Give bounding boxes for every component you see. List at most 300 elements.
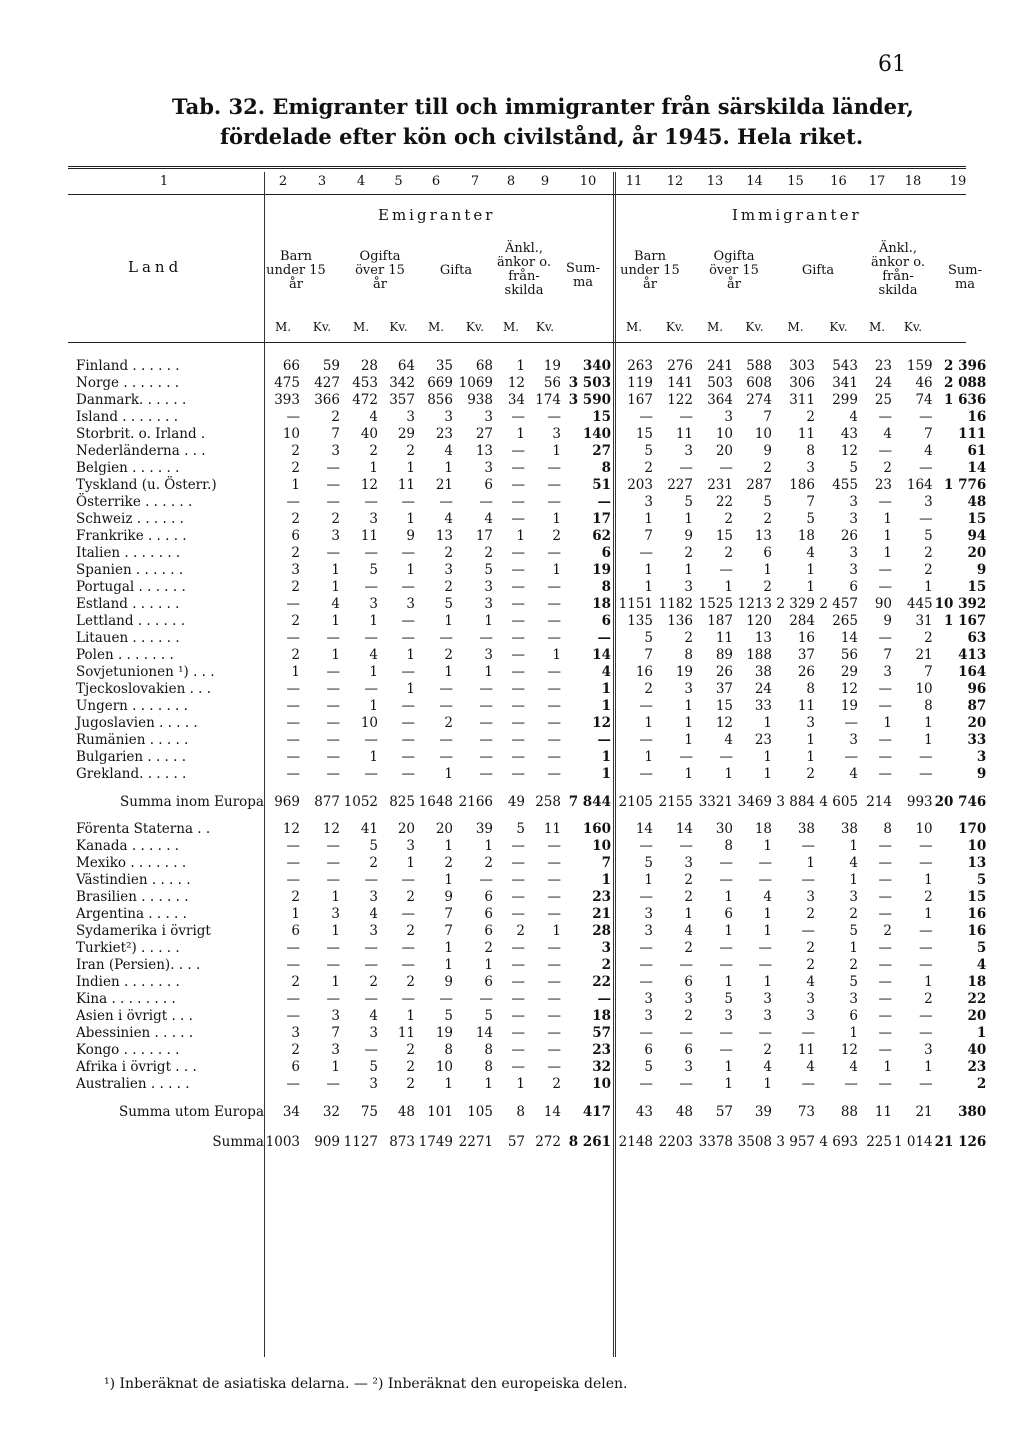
cell-value: 3 [806, 889, 815, 905]
cell-value: — [326, 494, 340, 510]
cell-value: 1 [484, 664, 493, 680]
cell-value: 1 [763, 906, 772, 922]
cell-value: — [511, 443, 525, 459]
cell-value: 1 [763, 923, 772, 939]
cell-value: — [919, 460, 933, 476]
cell-value: 3 [369, 1076, 378, 1092]
cell-value: — [639, 698, 653, 714]
cell-value: 10 [754, 426, 772, 442]
country-label: Kina . . . . . . . . [76, 991, 176, 1007]
cell-value: 1 [924, 906, 933, 922]
cell-value: 5 [484, 562, 493, 578]
cell-value: — [547, 545, 561, 561]
cell-value: 6 [484, 906, 493, 922]
cell-value: 306 [789, 375, 815, 391]
cell-value: 23 [592, 1042, 611, 1058]
cell-value: — [479, 749, 493, 765]
cell-value: 13 [475, 443, 493, 459]
country-label: Island . . . . . . . [76, 409, 179, 425]
cell-value: 14 [840, 630, 858, 646]
cell-value: 1 [291, 477, 300, 493]
cell-value: 1 [883, 1059, 892, 1075]
cell-value: — [639, 974, 653, 990]
cell-value: 5 [849, 923, 858, 939]
cell-value: 33 [754, 698, 772, 714]
cell-value: — [878, 732, 892, 748]
sex-label: M. [352, 320, 370, 334]
footnote: ¹) Inberäknat de asiatiska delarna. — ²) Inberäknat den europeiska delen. [104, 1376, 628, 1392]
cell-value: — [639, 957, 653, 973]
cell-value: — [511, 664, 525, 680]
cell-value: — [286, 732, 300, 748]
cell-value: 12 [282, 821, 300, 837]
cell-value: 1 [601, 872, 611, 888]
cell-value: 1525 [698, 596, 733, 612]
cell-value: 19 [435, 1025, 453, 1041]
cell-value: 1 [924, 1059, 933, 1075]
cell-value: 1 [331, 613, 340, 629]
cell-value: 4 [601, 664, 611, 680]
cell-value: — [878, 579, 892, 595]
column-rule [264, 172, 265, 1357]
cell-value: 9 [763, 443, 772, 459]
cell-value: 38 [754, 664, 772, 680]
table-row [76, 579, 988, 596]
cell-value: 4 [444, 443, 453, 459]
sex-label: M. [868, 320, 886, 334]
cell-value: 7 [644, 528, 653, 544]
cell-value: 1 014 [894, 1133, 933, 1150]
cell-value: 2 [484, 545, 493, 561]
cell-value: 272 [535, 1133, 561, 1150]
column-number: 19 [949, 174, 967, 189]
cell-value: — [511, 1059, 525, 1075]
cell-value: 3 [484, 647, 493, 663]
table-row [76, 630, 988, 647]
cell-value: 1 [406, 681, 415, 697]
cell-value: 12 [507, 375, 525, 391]
cell-value: 26 [797, 664, 815, 680]
cell-value: — [326, 838, 340, 854]
cell-value: 14 [967, 460, 987, 476]
table-row [76, 562, 988, 579]
sex-label: Kv. [465, 320, 485, 334]
cell-value: 7 [806, 494, 815, 510]
cell-value: — [758, 855, 772, 871]
cell-value: 2 [684, 872, 693, 888]
cell-value: 2 [444, 545, 453, 561]
country-label: Tjeckoslovakien . . . [76, 681, 212, 697]
cell-value: 6 [644, 1042, 653, 1058]
cell-value: — [286, 872, 300, 888]
cell-value: 3 [644, 494, 653, 510]
table-row [76, 991, 988, 1008]
country-label: Kongo . . . . . . . [76, 1042, 180, 1058]
cell-value: 3 [684, 443, 693, 459]
cell-value: 2 [924, 562, 933, 578]
cell-value: 56 [543, 375, 561, 391]
cell-value: 2 [406, 1059, 415, 1075]
sex-label: Kv. [829, 320, 848, 334]
cell-value: 1 [552, 443, 561, 459]
subhead-summa-i: Sum-ma [948, 263, 982, 292]
table-row [76, 715, 988, 732]
cell-value: 1052 [343, 793, 378, 810]
cell-value: 2 [291, 889, 300, 905]
cell-value: — [597, 630, 611, 646]
cell-value: 1 [484, 838, 493, 854]
cell-value: — [286, 715, 300, 731]
cell-value: 7 [644, 647, 653, 663]
table-row [76, 872, 988, 889]
cell-value: — [547, 732, 561, 748]
cell-value: 1 [924, 579, 933, 595]
cell-value: 15 [967, 579, 987, 595]
country-label: Schweiz . . . . . . [76, 511, 184, 527]
cell-value: 3 [924, 494, 933, 510]
cell-value: 3 [552, 426, 561, 442]
cell-value: — [511, 477, 525, 493]
cell-value: 16 [635, 664, 653, 680]
subhead-ogifta-i: Ogifta över 15 år [709, 249, 759, 292]
cell-value: — [511, 1008, 525, 1024]
cell-value: 90 [874, 596, 892, 612]
cell-value: 1 [484, 613, 493, 629]
cell-value: 2 [684, 1008, 693, 1024]
cell-value: 7 [444, 906, 453, 922]
cell-value: — [719, 1042, 733, 1058]
subhead-summa-e: Sum-ma [566, 261, 600, 290]
country-label: Sydamerika i övrigt [76, 923, 211, 939]
cell-value: 1003 [265, 1133, 300, 1150]
cell-value: 2 [331, 409, 340, 425]
country-label: Storbrit. o. Irland . [76, 426, 206, 442]
cell-value: — [511, 630, 525, 646]
cell-value: 10 [435, 1059, 453, 1075]
cell-value: — [479, 872, 493, 888]
cell-value: 3 [924, 1042, 933, 1058]
sex-label: Kv. [389, 320, 408, 334]
cell-value: 455 [832, 477, 858, 493]
cell-value: 1 [849, 838, 858, 854]
cell-value: 5 [684, 494, 693, 510]
cell-value: 2 329 [776, 596, 815, 612]
cell-value: 10 392 [934, 596, 987, 612]
cell-value: 11 [543, 821, 561, 837]
country-label: Italien . . . . . . . [76, 545, 181, 561]
cell-value: 2 [552, 1076, 561, 1092]
cell-value: 1 [684, 698, 693, 714]
cell-value: — [511, 562, 525, 578]
cell-value: 4 [806, 974, 815, 990]
cell-value: 2 [924, 545, 933, 561]
cell-value: — [479, 732, 493, 748]
cell-value: 26 [840, 528, 858, 544]
cell-value: 3 884 [776, 793, 815, 810]
cell-value: 2 [406, 1042, 415, 1058]
cell-value: — [511, 681, 525, 697]
table-row [76, 1076, 988, 1093]
cell-value: 1 776 [944, 477, 987, 493]
cell-value: 2 [644, 460, 653, 476]
cell-value: 14 [475, 1025, 493, 1041]
cell-value: 2 [291, 1042, 300, 1058]
country-label: Iran (Persien). . . . [76, 957, 201, 973]
cell-value: 1 [552, 923, 561, 939]
cell-value: 2 [484, 855, 493, 871]
cell-value: 11 [360, 528, 378, 544]
cell-value: 141 [667, 375, 693, 391]
cell-value: 1 [806, 855, 815, 871]
cell-value: — [719, 460, 733, 476]
cell-value: 2 396 [944, 358, 987, 374]
cell-value: 8 [516, 1103, 525, 1120]
cell-value: — [401, 698, 415, 714]
table-row [76, 647, 988, 664]
cell-value: 10 [915, 821, 933, 837]
cell-value: — [511, 855, 525, 871]
country-label: Abessinien . . . . . [76, 1025, 194, 1041]
cell-value: 6 [484, 974, 493, 990]
cell-value: — [719, 1025, 733, 1041]
cell-value: 4 [849, 766, 858, 782]
country-label: Nederländerna . . . [76, 443, 206, 459]
cell-value: 10 [592, 1076, 611, 1092]
cell-value: — [758, 1025, 772, 1041]
column-number: 6 [431, 174, 441, 189]
cell-value: 59 [322, 358, 340, 374]
table-row [76, 923, 988, 940]
cell-value: 22 [715, 494, 733, 510]
cell-value: 8 [484, 1042, 493, 1058]
cell-value: 24 [754, 681, 772, 697]
cell-value: 2 [849, 957, 858, 973]
cell-value: 2 [806, 906, 815, 922]
subhead-gifta-e: Gifta [439, 263, 473, 278]
cell-value: — [679, 749, 693, 765]
column-number: 3 [317, 174, 327, 189]
cell-value: 2 [684, 545, 693, 561]
cell-value: 1 [331, 889, 340, 905]
cell-value: 37 [797, 647, 815, 663]
cell-value: 6 [291, 1059, 300, 1075]
cell-value: 4 [484, 511, 493, 527]
cell-value: 669 [427, 375, 453, 391]
cell-value: — [511, 766, 525, 782]
cell-value: — [547, 855, 561, 871]
subhead-barn-e: Barn under 15 år [266, 249, 326, 292]
table-row [76, 791, 988, 813]
cell-value: 1648 [418, 793, 453, 810]
cell-value: 4 [849, 855, 858, 871]
cell-value: — [401, 957, 415, 973]
cell-value: 14 [675, 821, 693, 837]
cell-value: — [878, 872, 892, 888]
cell-value: 1 [924, 715, 933, 731]
cell-value: 1 [331, 562, 340, 578]
cell-value: — [364, 681, 378, 697]
country-label: Argentina . . . . . [76, 906, 187, 922]
cell-value: 1 [444, 766, 453, 782]
cell-value: 4 [763, 1059, 772, 1075]
cell-value: — [511, 613, 525, 629]
cell-value: 12 [715, 715, 733, 731]
cell-value: — [511, 698, 525, 714]
cell-value: 11 [797, 426, 815, 442]
cell-value: — [326, 1076, 340, 1092]
cell-value: 32 [322, 1103, 340, 1120]
column-number: 16 [830, 174, 847, 189]
cell-value: 15 [715, 528, 733, 544]
cell-value: 1 [331, 579, 340, 595]
cell-value: 3 [444, 409, 453, 425]
cell-value: — [547, 906, 561, 922]
cell-value: — [547, 838, 561, 854]
cell-value: 2 [849, 906, 858, 922]
cell-value: 2166 [458, 793, 493, 810]
table-row [76, 974, 988, 991]
cell-value: 21 [435, 477, 453, 493]
cell-value: 1 [763, 766, 772, 782]
country-label: Afrika i övrigt . . . [76, 1059, 197, 1075]
cell-value: 3 [406, 838, 415, 854]
cell-value: 3 [684, 855, 693, 871]
cell-value: — [286, 409, 300, 425]
cell-value: — [286, 1076, 300, 1092]
cell-value: 1 [684, 906, 693, 922]
cell-value: 30 [715, 821, 733, 837]
cell-value: 26 [715, 664, 733, 680]
cell-value: 16 [797, 630, 815, 646]
cell-value: 5 [644, 855, 653, 871]
cell-value: 3 [484, 460, 493, 476]
cell-value: 2 [763, 511, 772, 527]
cell-value: 3 [849, 991, 858, 1007]
cell-value: 1069 [458, 375, 493, 391]
cell-value: 2 [291, 974, 300, 990]
cell-value: 3 [369, 596, 378, 612]
cell-value: 3 [369, 889, 378, 905]
cell-value: 1 [444, 613, 453, 629]
cell-value: — [758, 940, 772, 956]
cell-value: 5 [644, 1059, 653, 1075]
cell-value: 10 [592, 838, 611, 854]
cell-value: 1 [724, 1076, 733, 1092]
cell-value: 1 [331, 1059, 340, 1075]
cell-value: 3 [763, 1008, 772, 1024]
cell-value: 1749 [418, 1133, 453, 1150]
cell-value: 187 [707, 613, 733, 629]
cell-value: 3 [444, 562, 453, 578]
table-row [76, 1101, 988, 1123]
sex-label: M. [502, 320, 520, 334]
cell-value: — [401, 766, 415, 782]
column-number: 17 [868, 174, 886, 189]
cell-value: 3 [806, 715, 815, 731]
cell-value: 7 [883, 647, 892, 663]
cell-value: 61 [967, 443, 987, 459]
cell-value: 11 [715, 630, 733, 646]
row-spacer [76, 1093, 988, 1101]
data-table [76, 358, 988, 1153]
cell-value: — [326, 732, 340, 748]
cell-value: 2 [291, 647, 300, 663]
cell-value: 8 [601, 579, 611, 595]
table-row [76, 664, 988, 681]
cell-value: 11 [397, 1025, 415, 1041]
cell-value: 24 [874, 375, 892, 391]
cell-value: — [547, 1042, 561, 1058]
cell-value: 38 [840, 821, 858, 837]
cell-value: — [511, 1025, 525, 1041]
cell-value: 2 [724, 545, 733, 561]
table-row [76, 957, 988, 974]
cell-value: 4 693 [819, 1133, 858, 1150]
cell-value: 111 [958, 426, 987, 442]
cell-value: 2148 [618, 1133, 653, 1150]
cell-value: 1 [724, 923, 733, 939]
cell-value: 2 [444, 855, 453, 871]
cell-value: — [511, 872, 525, 888]
cell-value: 969 [274, 793, 300, 810]
cell-value: 68 [475, 358, 493, 374]
cell-value: — [547, 957, 561, 973]
country-label: Polen . . . . . . . [76, 647, 174, 663]
sex-label: M. [787, 320, 804, 334]
cell-value: — [511, 732, 525, 748]
cell-value: 1 [552, 562, 561, 578]
cell-value: 2 [644, 681, 653, 697]
cell-value: — [758, 957, 772, 973]
cell-value: — [547, 991, 561, 1007]
table-row [76, 889, 988, 906]
cell-value: — [919, 511, 933, 527]
cell-value: 18 [754, 821, 772, 837]
cell-value: 89 [715, 647, 733, 663]
cell-value: 23 [874, 358, 892, 374]
cell-value: 3 [724, 1008, 733, 1024]
cell-value: 6 [724, 906, 733, 922]
cell-value: 1 [601, 749, 611, 765]
cell-value: 1 [763, 974, 772, 990]
cell-value: 1 [924, 872, 933, 888]
cell-value: 1213 [737, 596, 772, 612]
cell-value: — [919, 1076, 933, 1092]
cell-value: 1 [724, 1059, 733, 1075]
country-label: Summa utom Europa [118, 1103, 264, 1120]
cell-value: 63 [967, 630, 987, 646]
cell-value: — [547, 749, 561, 765]
cell-value: 174 [535, 392, 561, 408]
cell-value: 16 [967, 923, 987, 939]
cell-value: 909 [314, 1133, 340, 1150]
country-label: Frankrike . . . . . [76, 528, 187, 544]
cell-value: 5 [484, 1008, 493, 1024]
subhead-gifta-i: Gifta [801, 263, 835, 278]
cell-value: 2155 [658, 793, 693, 810]
cell-value: 5 [976, 872, 987, 888]
cell-value: 16 [967, 409, 987, 425]
cell-value: 14 [592, 647, 611, 663]
cell-value: 23 [874, 477, 892, 493]
cell-value: 472 [352, 392, 378, 408]
cell-value: 64 [397, 358, 415, 374]
cell-value: — [919, 855, 933, 871]
cell-value: — [286, 991, 300, 1007]
cell-value: 6 [763, 545, 772, 561]
cell-value: 37 [715, 681, 733, 697]
table-title [172, 92, 914, 152]
